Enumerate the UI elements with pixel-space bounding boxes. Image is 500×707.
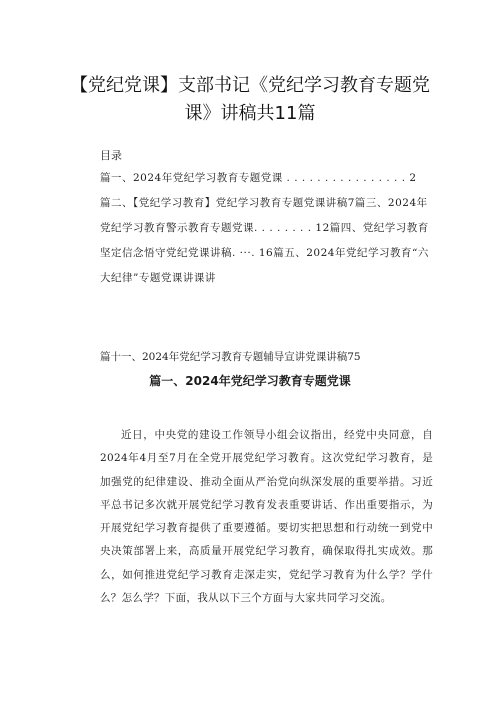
toc-heading: 目录 — [100, 149, 122, 162]
body-paragraph: 近日，中央党的建设工作领导小组会议指出，经党中央同意，自2024年4月至7月在全党开展党纪学习教育。这次党纪学习教育，是加强党的纪律建设、推动全面从严治党向纵深发展的重要举措。习近平总书记多次就开展党纪学习教育发表重要讲话、作出重要指示，为开展党纪学习教育提供了重要遵循。要切实把思想和行动统一到党中央决策部署上来，高质量开展党纪学习教育，确保取得扎实成效。那么，如何推进党纪学习教育走深走实，党纪学习教育为什么学？学什么？怎么学？下面，我从以下三个方面与大家共同学习交流。 — [100, 429, 433, 605]
section-heading: 篇一、2024年党纪学习教育专题党课 — [149, 374, 351, 388]
toc-entry-1[interactable]: 篇一、2024年党纪学习教育专题党课 . . . . . . . . . . . . . . . . 2 — [100, 172, 417, 184]
document-title: 【党纪党课】支部书记《党纪学习教育专题党课》讲稿共11篇 — [70, 75, 430, 124]
toc-entry-11[interactable]: 篇十一、2024年党纪学习教育专题辅导宣讲党课讲稿75 — [100, 351, 361, 363]
toc-entry-2[interactable]: 篇二、【党纪学习教育】党纪学习教育专题党课讲稿7篇三、2024年党纪学习教育警示教育专题党课. . . . . . . . 12篇四、党纪学习教育坚定信念悟守党纪党课讲稿. ···. 16篇五、2024年党纪学习教育“六大纪律”专题党课讲课讲 — [100, 197, 429, 284]
body-text — [100, 424, 433, 610]
table-of-contents — [100, 166, 433, 291]
